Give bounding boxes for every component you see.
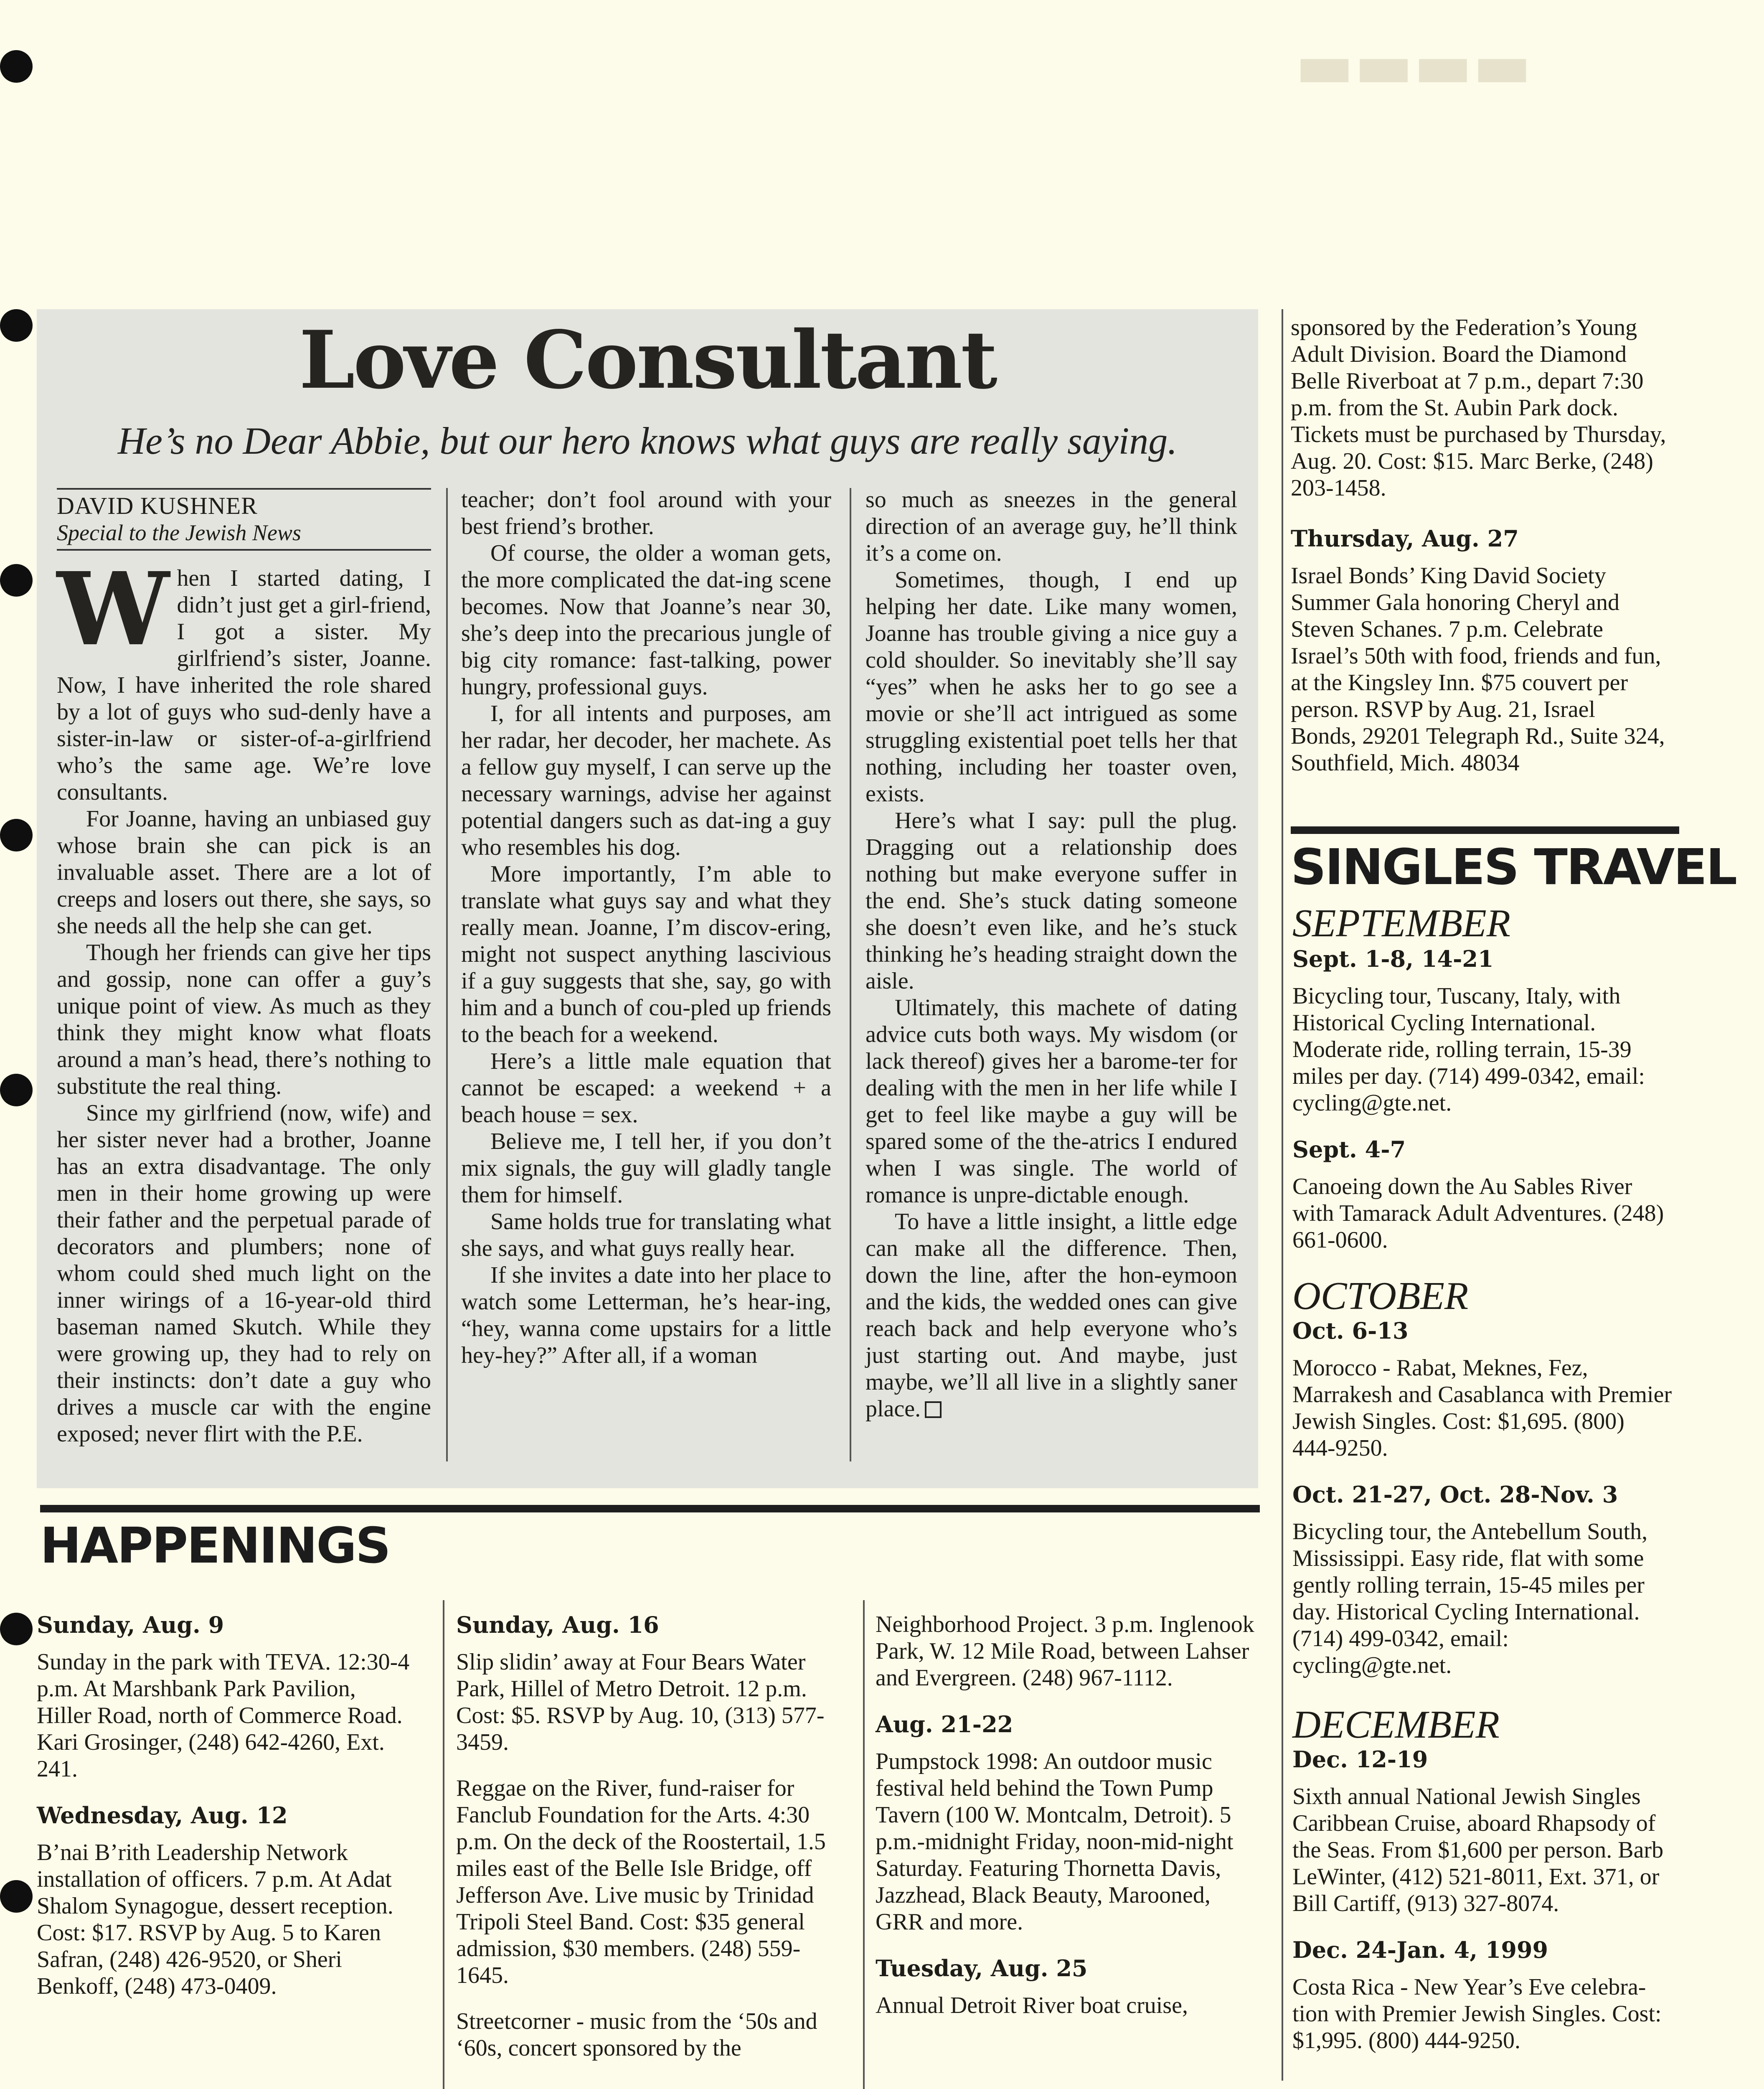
event-text: Costa Rica - New Year’s Eve celebra-tion with Premier Jewish Singles. Cost: $1,995. (800) 444-9250. <box>1292 1974 1662 2053</box>
event-date-heading: Sunday, Aug. 16 <box>456 1611 659 1638</box>
article-title: Love Consultant <box>299 313 996 407</box>
article-column-2 <box>461 486 831 1369</box>
happenings-column-2 <box>456 1611 845 2081</box>
binding-hole <box>0 50 33 83</box>
happenings-column-1 <box>37 1611 413 2019</box>
article-paragraph: Since my girlfriend (now, wife) and her sister never had a brother, Joanne has an extra disadvantage. The only men in their home growing up were their father and the perpetual parade of decorators and plumbers; none of whom could shed much light on the inner wirings of a 16-year-old third baseman named Skutch. While they were growing up, they had to rely on their instincts: don’t date a guy who drives a muscle car with the engine exposed; never flirt with the P.E. <box>57 1100 431 1447</box>
article-paragraph: Here’s what I say: pull the plug. Dragging out a relationship does nothing but make everyone suffer in the end. She’s stuck dating someone she doesn’t even like, and he’s stuck thinking he’s heading straight down the aisle. <box>866 808 1237 994</box>
column-rule <box>446 488 448 1461</box>
article-paragraph: More importantly, I’m able to translate what guys say and what they really mean. Joanne, I’m discov-ering, might not suspect anything lascivious if a guy suggests that she, say, go with him and a bunch of cou-pled up friends to the beach for a weekend. <box>461 861 831 1047</box>
article-paragraph: Believe me, I tell her, if you don’t mix signals, the guy will gladly tangle them for himself. <box>461 1128 831 1208</box>
right-column-rule <box>1282 309 1283 2081</box>
event-text: Slip slidin’ away at Four Bears Water Park, Hillel of Metro Detroit. 12 p.m. Cost: $5. RSVP by Aug. 10, (313) 577-3459. <box>456 1649 825 1755</box>
article-paragraph: Of course, the older a woman gets, the more complicated the dat-ing scene becomes. Now that Joanne’s near 30, she’s deep into the precarious jungle of big city romance: fast-talking, power hungry, professional guys. <box>461 540 831 700</box>
event-text: sponsored by the Federation’s Young Adult Division. Board the Diamond Belle Riverboat at 7 p.m., depart 7:30 p.m. from the St. Aubin Park dock. Tickets must be purchased by Thursday, Aug. 20. Cost: $15. Marc Berke, (248) 203-1458. <box>1291 315 1666 501</box>
singles-october <box>1292 1317 1673 1698</box>
event-text: Bicycling tour, the Antebellum South, Mississippi. Easy ride, flat with some gently rolling terrain, 15-45 miles per day. Historical Cycling International. (714) 499-0342, email: cycling@gte.net. <box>1292 1519 1648 1678</box>
event-text: Sunday in the park with TEVA. 12:30-4 p.m. At Marshbank Park Pavilion, Hiller Road, north of Commerce Road. Kari Grosinger, (248) 642-4260, Ext. 241. <box>37 1649 410 1782</box>
event-text: Pumpstock 1998: An outdoor music festival held behind the Town Pump Tavern (100 W. Montcalm, Detroit). 5 p.m.-midnight Friday, noon-mid-night Saturday. Featuring Thornetta Davis, Jazzhead, Black Beauty, Marooned, GRR and more. <box>876 1748 1234 1935</box>
article-paragraph: If she invites a date into her place to watch some Letterman, he’s hear-ing, “hey, wanna come upstairs for a little hey-hey?” After all, if a woman <box>461 1262 831 1368</box>
column-rule <box>850 488 851 1461</box>
event-date-heading: Wednesday, Aug. 12 <box>37 1802 288 1829</box>
event-date-heading: Oct. 6-13 <box>1292 1317 1409 1344</box>
singles-december <box>1292 1746 1673 2073</box>
article-paragraph: To have a little insight, a little edge can make all the difference. Then, down the line, after the hon-eymoon and the kids, the wedded ones can give reach back and help everyone who’s just starting out. And maybe, just maybe, we’ll all live in a slightly saner place. <box>866 1209 1237 1422</box>
binding-hole <box>0 819 33 851</box>
event-text: Reggae on the River, fund-raiser for Fanclub Foundation for the Arts. 4:30 p.m. On the deck of the Roostertail, 1.5 miles east of the Belle Isle Bridge, off Jefferson Ave. Live music by Trinidad Tripoli Steel Band. Cost: $35 general admission, $30 members. (248) 559-1645. <box>456 1775 826 1988</box>
right-top-block <box>1291 314 1667 795</box>
event-date-heading: Oct. 21-27, Oct. 28-Nov. 3 <box>1292 1481 1618 1508</box>
article-paragraph: When I started dating, I didn’t just get a girl-friend, I got a sister. My girlfriend’s sister, Joanne. Now, I have inherited the role shared by a lot of guys who sud-denly have a sister-in-law or sister-of-a-girlfriend who’s the same age. We’re love consultants. <box>57 550 431 805</box>
event-date-heading: Sunday, Aug. 9 <box>37 1611 224 1638</box>
event-date-heading: Aug. 21-22 <box>876 1711 1013 1738</box>
article-column-1 <box>57 550 431 1447</box>
author-affiliation: Special to the Jewish News <box>57 520 301 545</box>
article-paragraph: Ultimately, this machete of dating advice cuts both ways. My wisdom (or lack thereof) gives her a barome-ter for dealing with the men in her life while I get to feel like maybe a guy will be spared some of the the-atrics I endured when I was single. The world of romance is unpre-dictable enough. <box>866 995 1237 1208</box>
article-paragraph: I, for all intents and purposes, am her radar, her decoder, her machete. As a fellow guy myself, I can serve up the necessary warnings, advise her against potential dangers such as dat-ing a guy who resembles his dog. <box>461 701 831 860</box>
event-date-heading: Dec. 24-Jan. 4, 1999 <box>1292 1937 1548 1963</box>
event-text: Israel Bonds’ King David Society Summer Gala honoring Cheryl and Steven Schanes. 7 p.m. Celebrate Israel’s 50th with food, friends and fun, at the Kingsley Inn. $75 couvert per person. RSVP by Aug. 21, Israel Bonds, 29201 Telegraph Rd., Suite 324, Southfield, Mich. 48034 <box>1291 563 1665 776</box>
end-mark-icon <box>925 1401 942 1418</box>
binding-hole <box>0 1880 33 1913</box>
byline <box>57 488 431 551</box>
event-text: Canoeing down the Au Sables River with Tamarack Adult Adventures. (248) 661-0600. <box>1292 1174 1664 1253</box>
article-paragraph: teacher; don’t fool around with your best friend’s brother. <box>461 487 831 539</box>
column-rule <box>863 1600 865 2089</box>
month-heading: DECEMBER <box>1292 1703 1500 1746</box>
month-heading: SEPTEMBER <box>1292 902 1511 945</box>
author-name: DAVID KUSHNER <box>57 492 258 519</box>
singles-travel-heading: SINGLES TRAVEL <box>1291 838 1736 896</box>
column-rule <box>443 1600 444 2089</box>
bleed-through-ghost: ▬▬▬▬ <box>1295 29 1532 102</box>
event-date-heading: Thursday, Aug. 27 <box>1291 525 1519 552</box>
happenings-heading: HAPPENINGS <box>40 1517 390 1574</box>
event-date-heading: Dec. 12-19 <box>1292 1746 1428 1773</box>
article-paragraph: For Joanne, having an unbiased guy whose brain she can pick is an invaluable asset. There are a lot of creeps and losers out there, she says, so she needs all the help she can get. <box>57 806 431 939</box>
article-paragraph: Though her friends can give her tips and gossip, none can offer a guy’s unique point of view. As much as they think they might know what floats around a man’s head, there’s nothing to substitute the real thing. <box>57 940 431 1099</box>
singles-september <box>1292 945 1673 1273</box>
article-paragraph: Here’s a little male equation that cannot be escaped: a weekend + a beach house = sex. <box>461 1048 831 1128</box>
binding-hole <box>0 1613 33 1645</box>
article-paragraph: so much as sneezes in the general direction of an average guy, he’ll think it’s a come on. <box>866 487 1237 566</box>
event-text: Neighborhood Project. 3 p.m. Inglenook Park, W. 12 Mile Road, between Lahser and Evergreen. (248) 967-1112. <box>876 1611 1254 1691</box>
binding-hole <box>0 1074 33 1106</box>
event-date-heading: Tuesday, Aug. 25 <box>876 1955 1088 1982</box>
article-subtitle: He’s no Dear Abbie, but our hero knows what guys are really saying. <box>117 419 1178 462</box>
event-text: Annual Detroit River boat cruise, <box>876 1992 1188 2018</box>
event-text: Sixth annual National Jewish Singles Caribbean Cruise, aboard Rhapsody of the Seas. From $1,600 per person. Barb LeWinter, (412) 521-8011, Ext. 371, or Bill Cartiff, (913) 327-8074. <box>1292 1784 1664 1916</box>
binding-hole <box>0 564 33 597</box>
event-text: Bicycling tour, Tuscany, Italy, with Historical Cycling International. Moderate ride, rolling terrain, 15-39 miles per day. (714) 499-0342, email: cycling@gte.net. <box>1292 983 1645 1116</box>
event-text: Streetcorner - music from the ‘50s and ‘60s, concert sponsored by the <box>456 2008 817 2061</box>
section-rule <box>1291 826 1679 834</box>
section-rule <box>40 1505 1260 1512</box>
binding-hole <box>0 309 33 342</box>
event-text: Morocco - Rabat, Meknes, Fez, Marrakesh and Casablanca with Premier Jewish Singles. Cost: $1,695. (800) 444-9250. <box>1292 1355 1672 1461</box>
event-date-heading: Sept. 4-7 <box>1292 1136 1406 1163</box>
event-text: B’nai B’rith Leadership Network installation of officers. 7 p.m. At Adat Shalom Synagogue, dessert reception. Cost: $17. RSVP by Aug. 5 to Karen Safran, (248) 426-9520, or Sheri Benkoff, (248) 473-0409. <box>37 1840 393 1999</box>
article-column-3 <box>866 486 1237 1422</box>
article-paragraph: Same holds true for translating what she says, and what guys really hear. <box>461 1209 831 1261</box>
drop-cap: W <box>57 550 170 668</box>
happenings-column-3 <box>876 1611 1260 2038</box>
month-heading: OCTOBER <box>1292 1274 1469 1318</box>
event-date-heading: Sept. 1-8, 14-21 <box>1292 945 1494 972</box>
article-paragraph: Sometimes, though, I end up helping her date. Like many women, Joanne has trouble giving a nice guy a cold shoulder. So inevitably she’ll say “yes” when he asks her to go see a movie or she’ll act intrigued as some struggling existential poet tells her that nothing, including her toaster oven, exists. <box>866 567 1237 807</box>
